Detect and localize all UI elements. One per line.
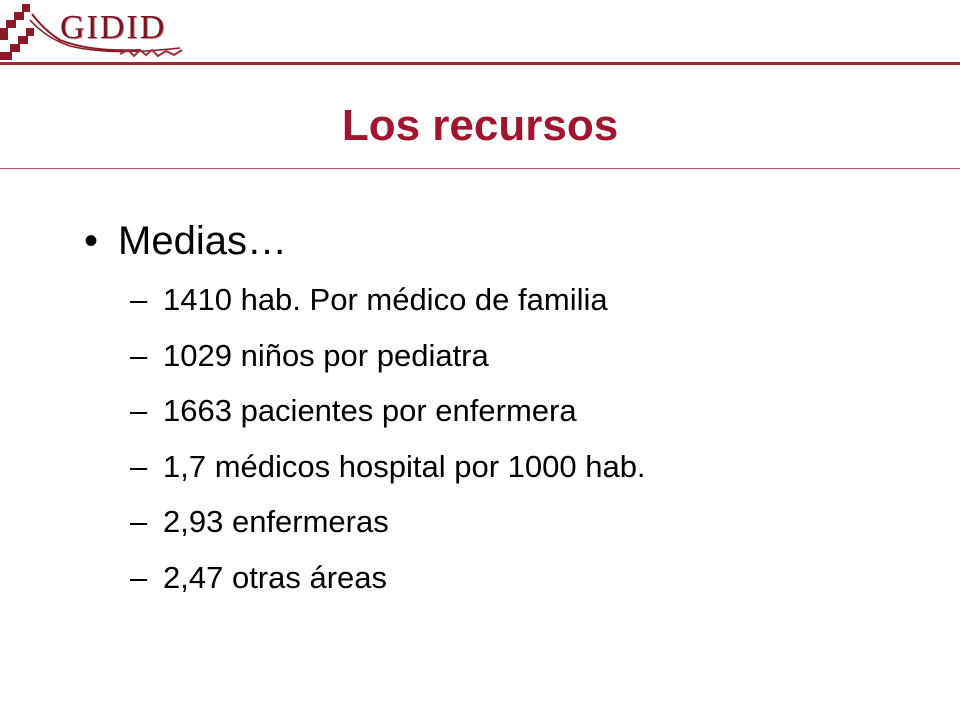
list-item-text: 1663 pacientes por enfermera (163, 393, 577, 428)
dash-icon: – (130, 393, 148, 428)
list-item (130, 494, 646, 550)
list-item (130, 383, 646, 439)
list-item-text: 1410 hab. Por médico de familia (163, 282, 608, 317)
list-item-text: 1029 niños por pediatra (163, 337, 489, 373)
list-item (130, 328, 646, 384)
header-divider (0, 62, 960, 65)
main-bullet-text: Medias… (118, 219, 287, 263)
dash-icon: – (130, 504, 148, 539)
dash-icon: – (130, 559, 148, 595)
list-item (130, 550, 646, 606)
gidid-logo (0, 0, 200, 66)
list-item-text: 2,93 enfermeras (163, 504, 389, 539)
bullet-dot-icon: • (84, 219, 99, 263)
list-item-text: 1,7 médicos hospital por 1000 hab. (163, 448, 646, 484)
slide-title: Los recursos (341, 101, 619, 150)
list-item-text: 2,47 otras áreas (163, 559, 388, 595)
dash-icon: – (130, 448, 148, 484)
title-divider (0, 168, 960, 169)
logo-text: GIDID (60, 9, 167, 46)
list-item (130, 439, 646, 495)
dash-icon: – (130, 337, 148, 373)
main-bullet (84, 216, 287, 266)
sub-bullet-list (130, 272, 646, 605)
dash-icon: – (130, 282, 148, 317)
list-item (130, 272, 646, 328)
